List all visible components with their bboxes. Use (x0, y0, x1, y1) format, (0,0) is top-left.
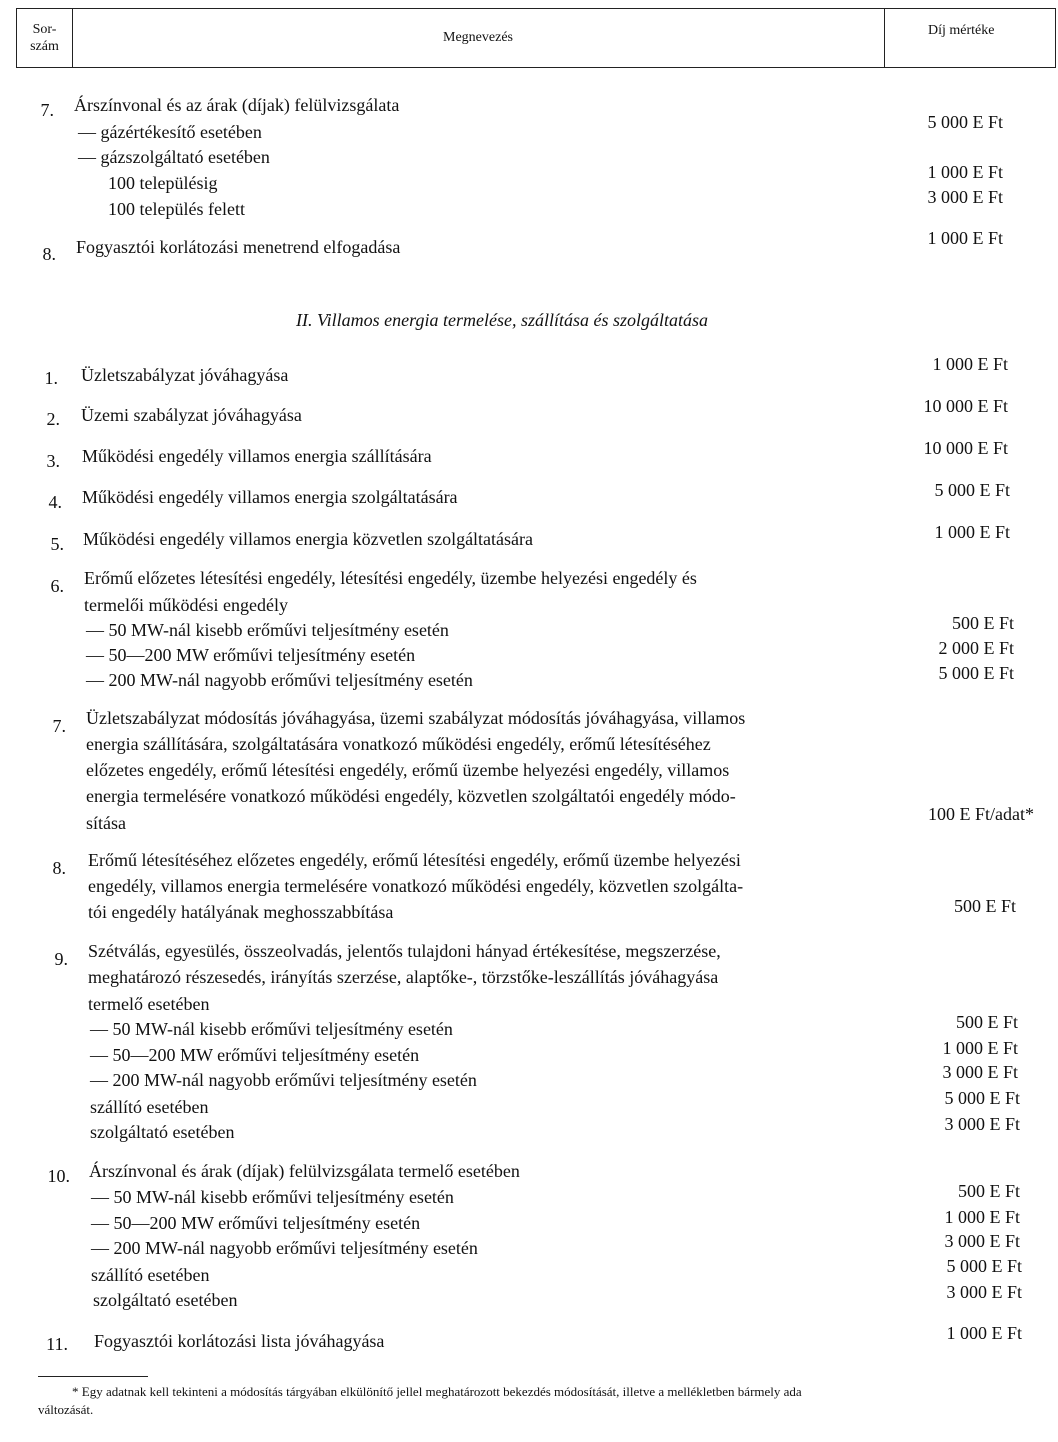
row-text-line: energia szállítására, szolgáltatására vonatkozó működési engedély, erőmű létesítéséhez (86, 734, 711, 754)
row-text-line: Szétválás, egyesülés, összeolvadás, jelentős tulajdoni hányad értékesítése, megszerzése, (88, 941, 721, 961)
row-subitem: — 200 MW-nál nagyobb erőművi teljesítmény esetén (90, 1070, 477, 1090)
row-text-line: sítása (86, 813, 126, 833)
footnote-line: változását. (38, 1402, 94, 1417)
footnote-divider (38, 1376, 148, 1377)
row-fee: 1 000 E Ft (927, 228, 1003, 248)
row-title: Működési engedély villamos energia szállítására (82, 446, 432, 466)
row-text-line: Üzletszabályzat módosítás jóváhagyása, üzemi szabályzat módosítás jóváhagyása, villamos (86, 708, 746, 728)
row-subitem: — 200 MW-nál nagyobb erőművi teljesítmény esetén (86, 670, 473, 690)
table-header (16, 8, 1056, 68)
row-fee: 2 000 E Ft (938, 638, 1014, 658)
row-title: Üzletszabályzat jóváhagyása (81, 365, 289, 385)
row-text-line: engedély, villamos energia termelésére vonatkozó működési engedély, közvetlen szolgálta- (88, 876, 744, 896)
row-fee: 3 000 E Ft (927, 187, 1003, 207)
row-fee: 1 000 E Ft (944, 1207, 1020, 1227)
row-number: 6. (50, 576, 64, 596)
row-text-line: tói engedély hatályának meghosszabbítása (88, 902, 394, 922)
row-number: 10. (47, 1166, 70, 1186)
row-fee: 500 E Ft (951, 613, 1014, 633)
row-number: 5. (50, 534, 64, 554)
row-subitem: — 50—200 MW erőművi teljesítmény esetén (91, 1213, 421, 1233)
row-subitem: — gázszolgáltató esetében (78, 147, 270, 167)
row-number: 1. (44, 368, 58, 388)
row-text-line: Erőmű előzetes létesítési engedély, létesítési engedély, üzembe helyezési engedély és (84, 568, 697, 588)
row-subitem: — 50 MW-nál kisebb erőművi teljesítmény esetén (90, 1019, 453, 1039)
header-col-number-line2: szám (30, 39, 59, 54)
row-subitem: szállító esetében (90, 1097, 209, 1117)
row-subitem: szolgáltató esetében (93, 1290, 238, 1310)
row-fee: 5 000 E Ft (944, 1088, 1020, 1108)
section-title: II. Villamos energia termelése, szállítása és szolgáltatása (296, 310, 708, 330)
row-fee: 3 000 E Ft (946, 1282, 1022, 1302)
row-number: 2. (46, 409, 60, 429)
row-subitem: — 50—200 MW erőművi teljesítmény esetén (86, 645, 416, 665)
row-text-line: Árszínvonal és árak (díjak) felülvizsgálata termelő esetében (89, 1161, 520, 1181)
row-subitem: szolgáltató esetében (90, 1122, 235, 1142)
row-subitem: — gázértékesítő esetében (78, 122, 262, 142)
header-col-fee: Díj mértéke (928, 23, 995, 38)
row-fee: 1 000 E Ft (946, 1323, 1022, 1343)
header-col-number-line1: Sor- (32, 22, 57, 37)
row-number: 7. (52, 716, 66, 736)
row-title: Fogyasztói korlátozási lista jóváhagyása (94, 1331, 385, 1351)
row-title: Működési engedély villamos energia szolgáltatására (82, 487, 458, 507)
row-text-line: energia termelésére vonatkozó működési engedély, közvetlen szolgáltatói engedély módo- (86, 786, 736, 806)
header-col-number (17, 9, 73, 67)
header-col-name: Megnevezés (72, 9, 885, 67)
row-fee: 100 E Ft/adat* (928, 804, 1034, 824)
row-subitem: — 50—200 MW erőművi teljesítmény esetén (90, 1045, 420, 1065)
row-text-line: meghatározó részesedés, irányítás szerzése, alaptőke-, törzstőke-leszállítás jóváhagyása (88, 967, 719, 987)
row-title: Működési engedély villamos energia közvetlen szolgáltatására (83, 529, 534, 549)
row-number: 4. (48, 492, 62, 512)
row-fee: 5 000 E Ft (927, 112, 1003, 132)
row-text-line: termelői működési engedély (84, 595, 288, 615)
row-subitem: 100 település felett (108, 199, 245, 219)
row-fee: 10 000 E Ft (923, 438, 1008, 458)
row-fee: 1 000 E Ft (927, 162, 1003, 182)
row-number: 3. (46, 451, 60, 471)
row-title: Üzemi szabályzat jóváhagyása (81, 405, 302, 425)
row-subitem: szállító esetében (91, 1265, 210, 1285)
row-number: 7. (40, 100, 54, 120)
row-fee: 1 000 E Ft (942, 1038, 1018, 1058)
row-fee: 500 E Ft (955, 1012, 1018, 1032)
row-text-line: termelő esetében (88, 994, 210, 1014)
row-fee: 500 E Ft (957, 1181, 1020, 1201)
row-fee: 3 000 E Ft (944, 1114, 1020, 1134)
row-fee: 1 000 E Ft (932, 354, 1008, 374)
row-fee: 3 000 E Ft (942, 1062, 1018, 1082)
row-subitem: 100 településig (108, 173, 218, 193)
row-subitem: — 50 MW-nál kisebb erőművi teljesítmény esetén (86, 620, 449, 640)
row-number: 9. (54, 949, 68, 969)
row-fee: 5 000 E Ft (946, 1256, 1022, 1276)
row-fee: 3 000 E Ft (944, 1231, 1020, 1251)
row-fee: 500 E Ft (953, 896, 1016, 916)
row-number: 11. (46, 1334, 68, 1354)
row-title: Árszínvonal és az árak (díjak) felülvizsgálata (74, 95, 400, 115)
row-number: 8. (52, 858, 66, 878)
footnote-line: * Egy adatnak kell tekinteni a módosítás tárgyában elkülönítő jellel meghatározott bekezdés módosítását, illetve a mellékletben bármely ada (72, 1384, 802, 1399)
row-text-line: előzetes engedély, erőmű létesítési engedély, erőmű üzembe helyezési engedély, villamos (86, 760, 730, 780)
row-fee: 10 000 E Ft (923, 396, 1008, 416)
row-fee: 5 000 E Ft (938, 663, 1014, 683)
row-fee: 1 000 E Ft (934, 522, 1010, 542)
row-fee: 5 000 E Ft (934, 480, 1010, 500)
row-number: 8. (42, 244, 56, 264)
row-text-line: Erőmű létesítéséhez előzetes engedély, erőmű létesítési engedély, erőmű üzembe helyezési (88, 850, 741, 870)
row-subitem: — 200 MW-nál nagyobb erőművi teljesítmény esetén (91, 1238, 478, 1258)
row-subitem: — 50 MW-nál kisebb erőművi teljesítmény esetén (91, 1187, 454, 1207)
row-title: Fogyasztói korlátozási menetrend elfogadása (76, 237, 401, 257)
